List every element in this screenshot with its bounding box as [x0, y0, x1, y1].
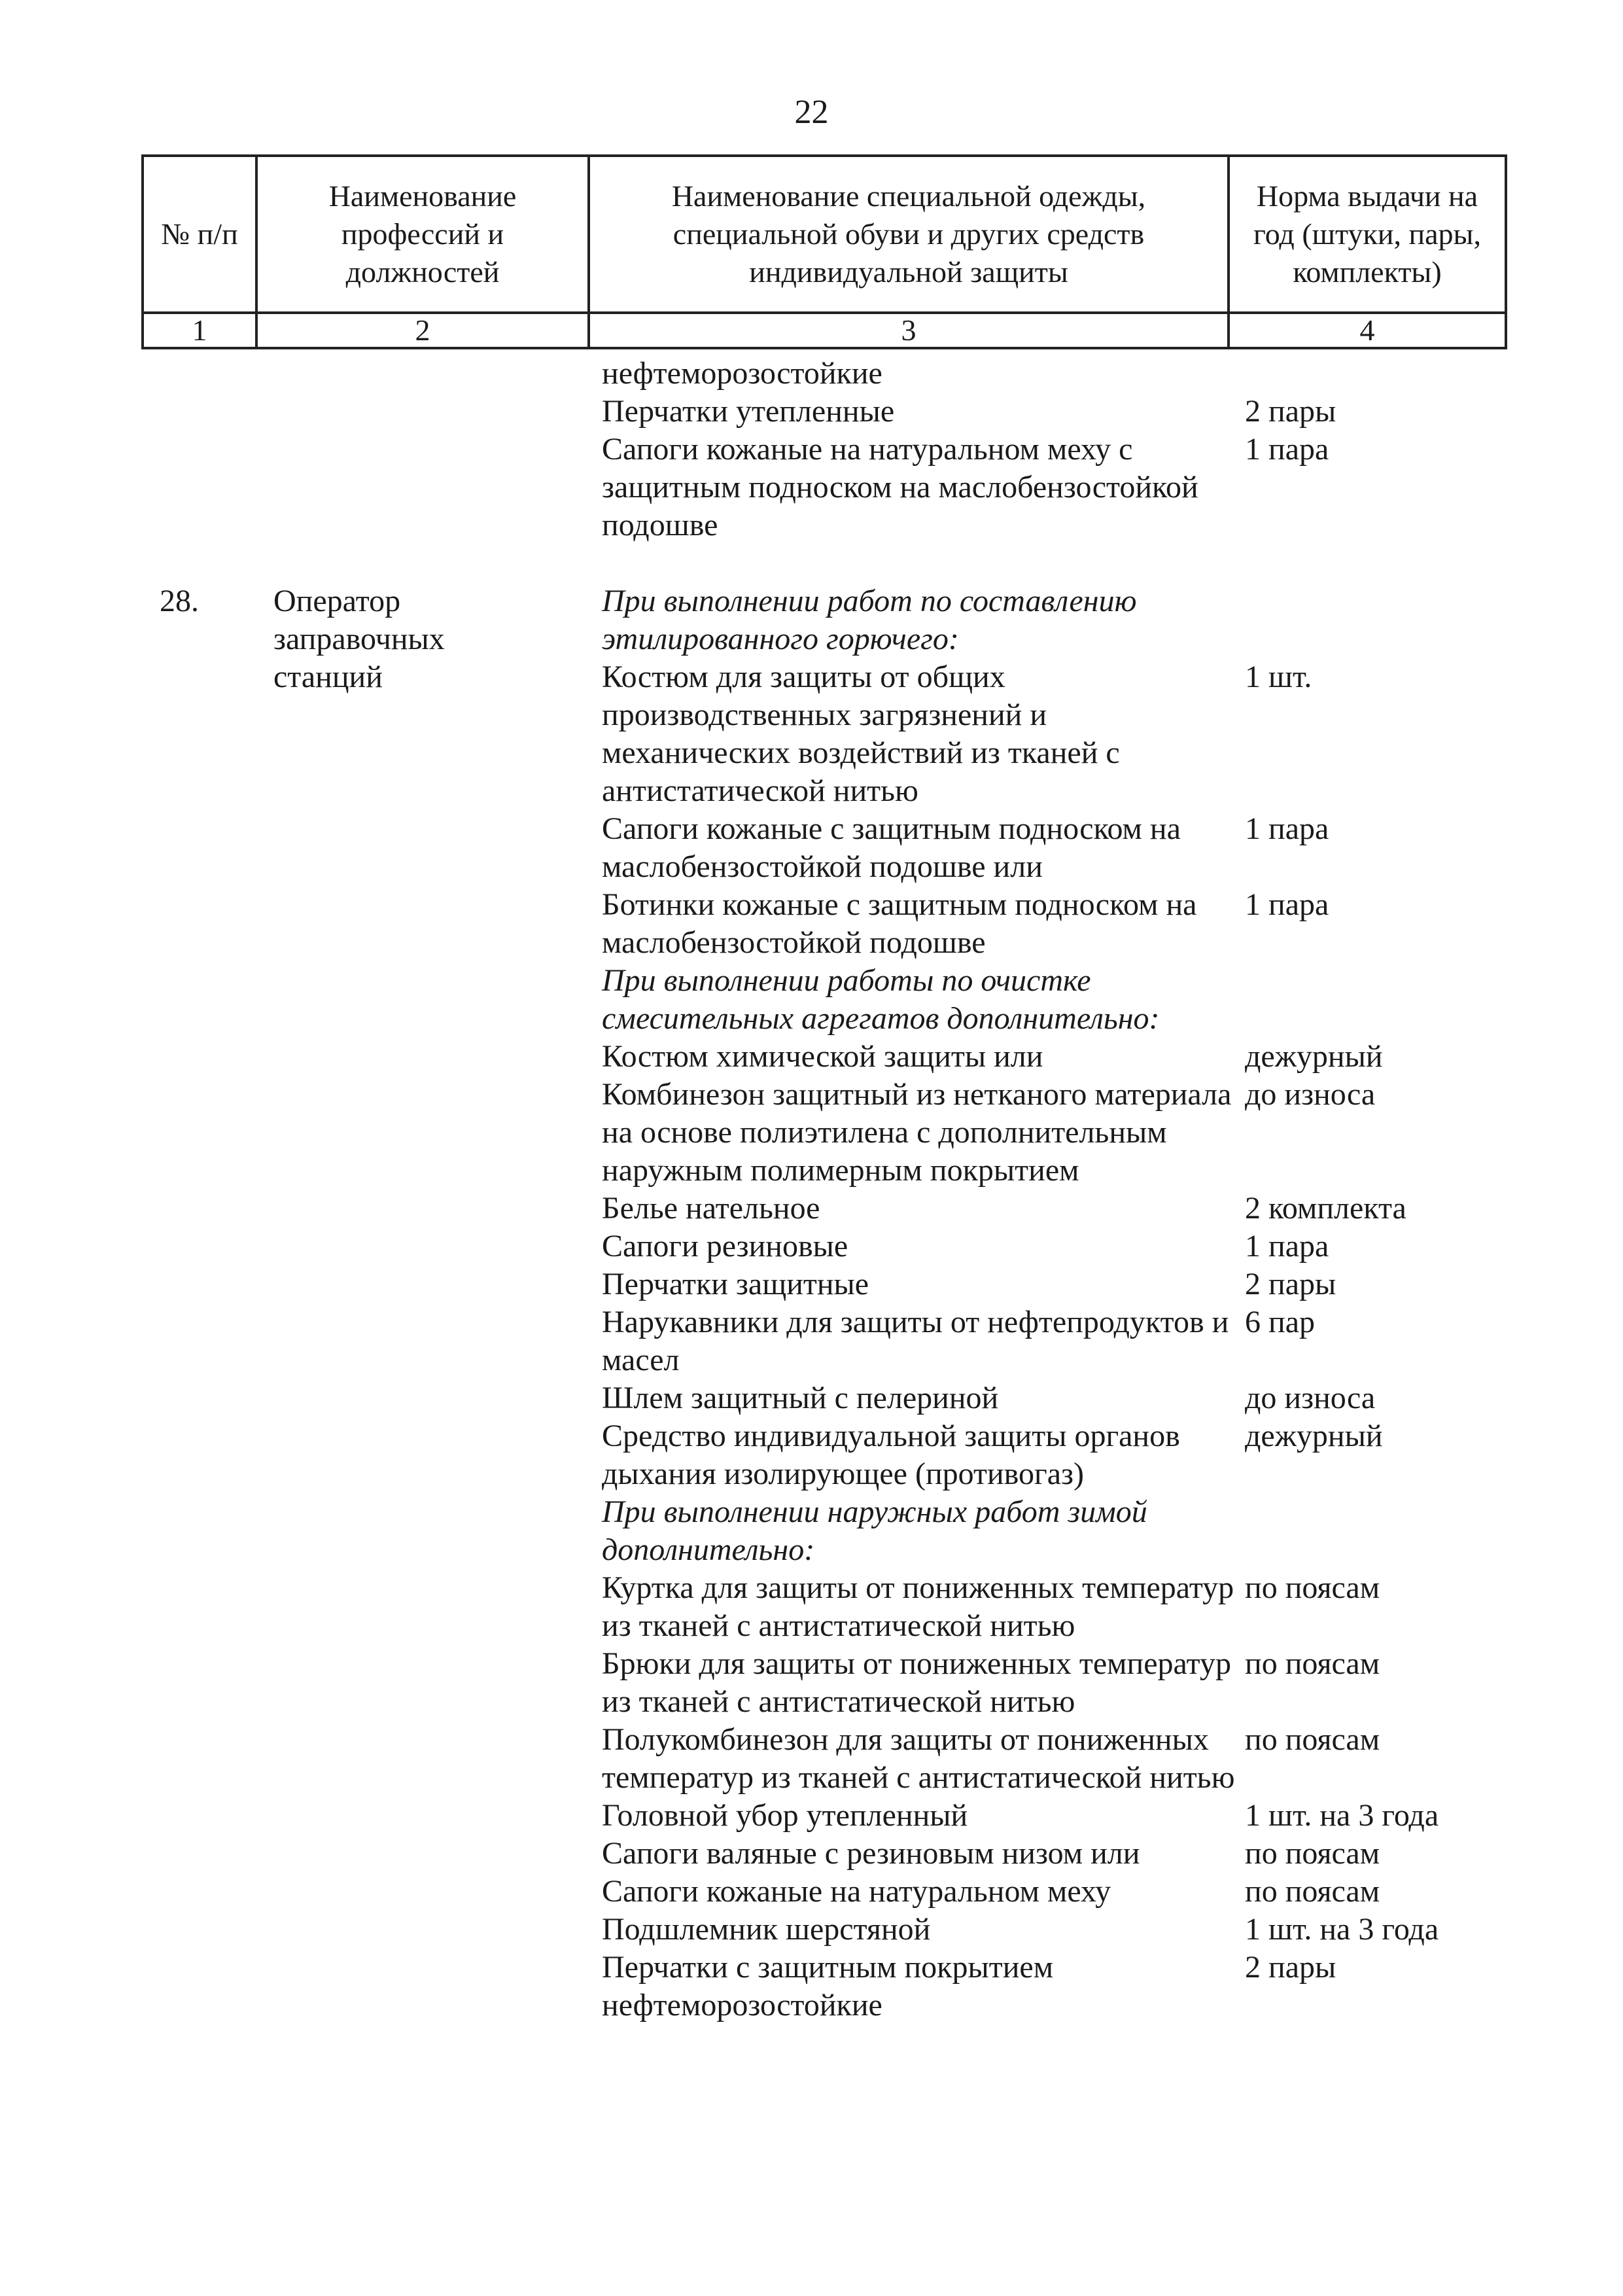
header-num-2: 2 [256, 313, 589, 348]
item-norm: по поясам [1245, 1722, 1380, 1757]
item-name: Перчатки защитные [602, 1267, 869, 1301]
item-name: Шлем защитный с пелериной [602, 1381, 999, 1415]
continuation-block [0, 355, 1623, 544]
item-norm: по поясам [1245, 1874, 1380, 1909]
table-row [0, 393, 1623, 431]
table-row [0, 962, 1623, 1038]
item-norm: 1 пара [1245, 811, 1329, 846]
item-name: Перчатки с защитным покрытием нефтеморозостойкие [602, 1950, 1054, 2022]
table-row [0, 1076, 1623, 1190]
table-row [0, 1227, 1623, 1265]
header-num-4: 4 [1229, 313, 1506, 348]
table-row [0, 886, 1623, 962]
table-row [0, 1493, 1623, 1569]
table-header [141, 154, 1507, 349]
section-note: При выполнении работ по составлению этилированного горючего: [602, 584, 1137, 656]
table-row [0, 1949, 1623, 2024]
item-name: нефтеморозостойкие [602, 356, 882, 391]
item-norm: 2 пары [1245, 1267, 1336, 1301]
table-row [0, 1645, 1623, 1721]
item-name: Перчатки утепленные [602, 394, 895, 429]
item-norm: до износа [1245, 1077, 1376, 1112]
table-row [0, 1835, 1623, 1873]
item-norm: 2 пары [1245, 1950, 1336, 1985]
table-row [0, 355, 1623, 393]
item-name: Полукомбинезон для защиты от пониженных температур из тканей с антистатической нитью [602, 1722, 1235, 1795]
item-norm: 1 пара [1245, 1229, 1329, 1263]
item-norm: по поясам [1245, 1646, 1380, 1681]
table-row [0, 1379, 1623, 1417]
table-row [0, 1911, 1623, 1949]
item-norm: 6 пар [1245, 1305, 1315, 1339]
table-row [0, 1873, 1623, 1911]
item-norm: дежурный [1245, 1419, 1383, 1453]
header-num-3: 3 [589, 313, 1229, 348]
item-name: Костюм для защиты от общих производственных загрязнений и механических воздействий из тканей с антистатической нитью [602, 660, 1120, 808]
table-row [0, 1797, 1623, 1835]
entry-28 [0, 582, 1623, 2024]
item-name: Головной убор утепленный [602, 1798, 968, 1833]
item-name: Сапоги резиновые [602, 1229, 848, 1263]
table-row [0, 1721, 1623, 1797]
item-norm: 1 шт. на 3 года [1245, 1912, 1439, 1947]
item-norm: до износа [1245, 1381, 1376, 1415]
header-col-number: № п/п [143, 156, 256, 313]
header-num-1: 1 [143, 313, 256, 348]
item-name: Костюм химической защиты или [602, 1039, 1043, 1074]
item-norm: 1 пара [1245, 432, 1329, 467]
section-note: При выполнении наружных работ зимой дополнительно: [602, 1494, 1147, 1567]
item-name: Подшлемник шерстяной [602, 1912, 931, 1947]
item-norm: 2 пары [1245, 394, 1336, 429]
item-name: Белье нательное [602, 1191, 820, 1226]
table-row [0, 1417, 1623, 1493]
item-norm: по поясам [1245, 1570, 1380, 1605]
entry-rows [0, 582, 1623, 2024]
item-name: Комбинезон защитный из нетканого материала на основе полиэтилена с дополнительным наружным полимерным покрытием [602, 1077, 1232, 1188]
item-norm: 1 шт. на 3 года [1245, 1798, 1439, 1833]
entry-profession: Оператор заправочных станций [273, 584, 445, 694]
item-norm: 1 шт. [1245, 660, 1312, 694]
table-row [0, 1038, 1623, 1076]
item-name: Ботинки кожаные с защитным подноском на маслобензостойкой подошве [602, 887, 1197, 960]
table-row [0, 1569, 1623, 1645]
item-name: Брюки для защиты от пониженных температур из тканей с антистатической нитью [602, 1646, 1231, 1719]
item-name: Сапоги кожаные на натуральном меху с защитным подноском на маслобензостойкой подошве [602, 432, 1198, 542]
item-norm: дежурный [1245, 1039, 1383, 1074]
header-col-profession: Наименование профессий и должностей [256, 156, 589, 313]
item-norm: 1 пара [1245, 887, 1329, 922]
item-norm: по поясам [1245, 1836, 1380, 1871]
table-row [0, 810, 1623, 886]
item-norm: 2 комплекта [1245, 1191, 1406, 1226]
item-name: Сапоги кожаные на натуральном меху [602, 1874, 1111, 1909]
section-note: При выполнении работы по очистке смесительных агрегатов дополнительно: [602, 963, 1160, 1036]
item-name: Сапоги валяные с резиновым низом или [602, 1836, 1140, 1871]
table-row [0, 431, 1623, 544]
entry-number: 28. [160, 584, 199, 618]
table-row [0, 582, 1623, 658]
item-name: Куртка для защиты от пониженных температур из тканей с антистатической нитью [602, 1570, 1234, 1643]
page-number: 22 [794, 94, 829, 131]
spacer [0, 544, 1623, 582]
item-name: Сапоги кожаные с защитным подноском на маслобензостойкой подошве или [602, 811, 1181, 884]
table-row [0, 1265, 1623, 1303]
table-row [0, 1190, 1623, 1227]
table-body [0, 355, 1623, 2024]
item-name: Нарукавники для защиты от нефтепродуктов и масел [602, 1305, 1229, 1377]
item-name: Средство индивидуальной защиты органов дыхания изолирующее (противогаз) [602, 1419, 1180, 1491]
table-row [0, 1303, 1623, 1379]
table-row [0, 658, 1623, 810]
header-col-norm: Норма выдачи на год (штуки, пары, комплекты) [1229, 156, 1506, 313]
header-col-item: Наименование специальной одежды, специальной обуви и других средств индивидуальной защиты [589, 156, 1229, 313]
